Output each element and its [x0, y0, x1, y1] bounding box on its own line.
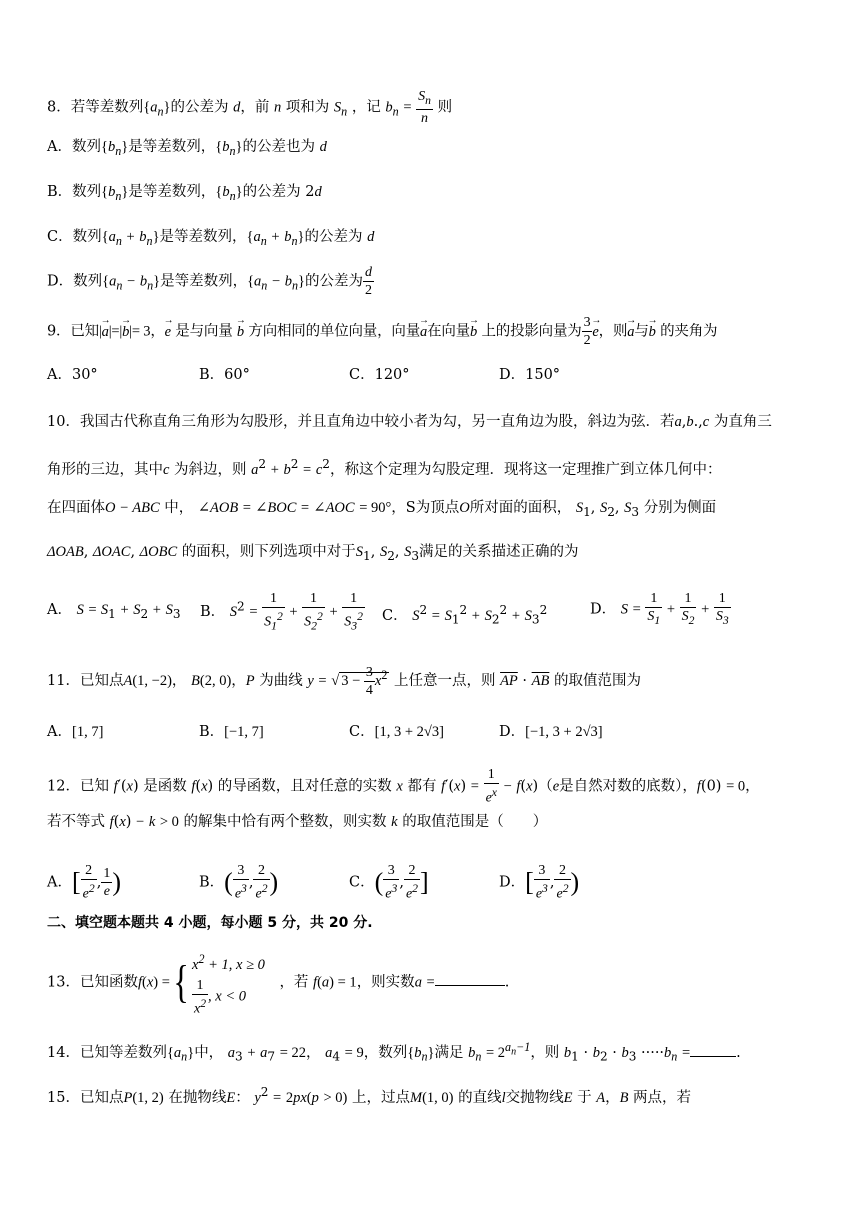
question-9-option-b[interactable]: B．60°	[199, 367, 250, 383]
question-15-stem: 15．已知点P(1, 2) 在抛物线E： $y^2 = 2px(p > 0)$ 上，过点M(1, 0) 的直线l交抛物线E 于 A，B 两点，若	[47, 1085, 692, 1106]
question-9-option-c[interactable]: C．120°	[349, 367, 410, 383]
question-14-answer-blank[interactable]	[690, 1042, 736, 1057]
question-10-option-a[interactable]: A． $S = S_1 + S_2 + S_3$	[47, 602, 181, 621]
question-8-option-d[interactable]: D．数列$\{a_n - b_n\}$是等差数列，$\{a_n - b_n\}$的公差为 $\frac{d}{2}$	[47, 265, 373, 298]
question-12-line-2: 若不等式 f(x) − k > 0 的解集中恰有两个整数，则实数 k 的取值范围是（ ）	[47, 814, 548, 830]
question-11-option-a[interactable]: A．[1, 7]	[47, 724, 104, 740]
question-9-option-a[interactable]: A．30°	[47, 367, 98, 383]
question-10-option-d[interactable]: D． S = $\frac{1}{S_1}$ + $\frac{1}{S_2}$ + $\frac{1}{S_3}$	[590, 591, 729, 627]
question-8-option-c[interactable]: C．数列$\{a_n + b_n\}$是等差数列，$\{a_n + b_n\}$的公差为 d	[47, 229, 375, 248]
question-11-option-d[interactable]: D．[−1, 3 + 2√3]	[499, 724, 603, 740]
question-8-stem: 8．若等差数列$\{a_n\}$的公差为 d，前 n 项和为 $S_n$ ，记 $b_n$ = $\frac{S_n}{n}$ 则	[47, 89, 453, 126]
question-14-stem: 14．已知等差数列$\{a_n\}$中， $a_3 + a_7 = 22$， $a_4 = 9$，数列$\{b_n\}$满足 $b_n = 2^{a_n-1}$，则 $b_1 \cdot b_2 \cdot b_3 \cdot\cdot\cdot\cdot\cdot b_n$ = .	[47, 1040, 741, 1064]
question-10-line-3: 在四面体O − ABC 中， ∠AOB = ∠BOC = ∠AOC = 90°，S为顶点O所对面的面积， $S_1$, $S_2$, $S_3$ 分别为侧面	[47, 500, 717, 519]
question-12-option-b[interactable]: B．( $\frac{3}{e^3}$ , $\frac{2}{e^2}$ )	[199, 863, 279, 902]
question-12-option-c[interactable]: C．( $\frac{3}{e^3}$ , $\frac{2}{e^2}$ ]	[349, 863, 429, 902]
question-11-option-b[interactable]: B．[−1, 7]	[199, 724, 264, 740]
question-10-line-4: ΔOAB, ΔOAC, ΔOBC 的面积，则下列选项中对于$S_1$, $S_2$, $S_3$满足的关系描述正确的为	[47, 544, 579, 563]
question-12-stem: 12．已知 f′(x) 是函数 f(x) 的导函数，且对任意的实数 x 都有 f′(x) = $\frac{1}{e^x}$ − f(x)（e是自然对数的底数），f(0) = 0，	[47, 767, 760, 806]
question-10-option-c[interactable]: C． $S^2 = S_1^2 + S_2^2 + S_3^2$	[382, 603, 548, 627]
question-11-stem: 11．已知点A(1, −2)， B(2, 0)，P 为曲线 y = √ 3 − $\frac{3}{4}$ $x^2$ 上任意一点，则 $\overline{AP} \cdot \overline{AB}$ 的取值范围为	[47, 665, 641, 698]
question-9-stem: 9．已知|→ a|=|→ b|= 3，→ e 是与向量 → b 方向相同的单位向量，向量→ a在向量→ b 上的投影向量为 $\frac{3}{2}$ → e，则→ a与→ b 的夹角为	[47, 314, 830, 349]
question-13-answer-blank[interactable]	[435, 971, 505, 986]
question-10-line-2: 角形的三边，其中c 为斜边，则 $a^2 + b^2 = c^2$，称这个定理为勾股定理．现将这一定理推广到立体几何中：	[47, 457, 722, 478]
question-12-option-a[interactable]: A．[ $\frac{2}{e^2}$ , $\frac{1}{e}$ )	[47, 863, 121, 902]
question-10-option-b[interactable]: B． $S^2$ = $\frac{1}{S_1^2}$ + $\frac{1}{S_2^2}$ + $\frac{1}{S_3^2}$	[200, 591, 363, 633]
question-13-stem: 13．已知函数f(x) ={ $x^2 + 1$, x ≥ 0 $\frac{1}{x^2}$ , x < 0 ，若 f(a) = 1，则实数a = .	[47, 952, 510, 1017]
question-8-option-b[interactable]: B．数列$\{b_n\}$是等差数列，$\{b_n\}$的公差为 2d	[47, 184, 322, 203]
question-8-option-a[interactable]: A．数列$\{b_n\}$是等差数列，$\{b_n\}$的公差也为 d	[47, 139, 327, 158]
question-11-option-c[interactable]: C．[1, 3 + 2√3]	[349, 724, 444, 740]
question-9-option-d[interactable]: D．150°	[499, 367, 561, 383]
question-12-option-d[interactable]: D．[ $\frac{3}{e^3}$ , $\frac{2}{e^2}$ )	[499, 863, 580, 902]
question-10-line-1: 10．我国古代称直角三角形为勾股形，并且直角边中较小者为勾，另一直角边为股，斜边为弦．若a,b.,c 为直角三	[47, 414, 772, 430]
section-2-heading: 二、填空题本题共 4 小题，每小题 5 分，共 20 分.	[47, 915, 373, 931]
